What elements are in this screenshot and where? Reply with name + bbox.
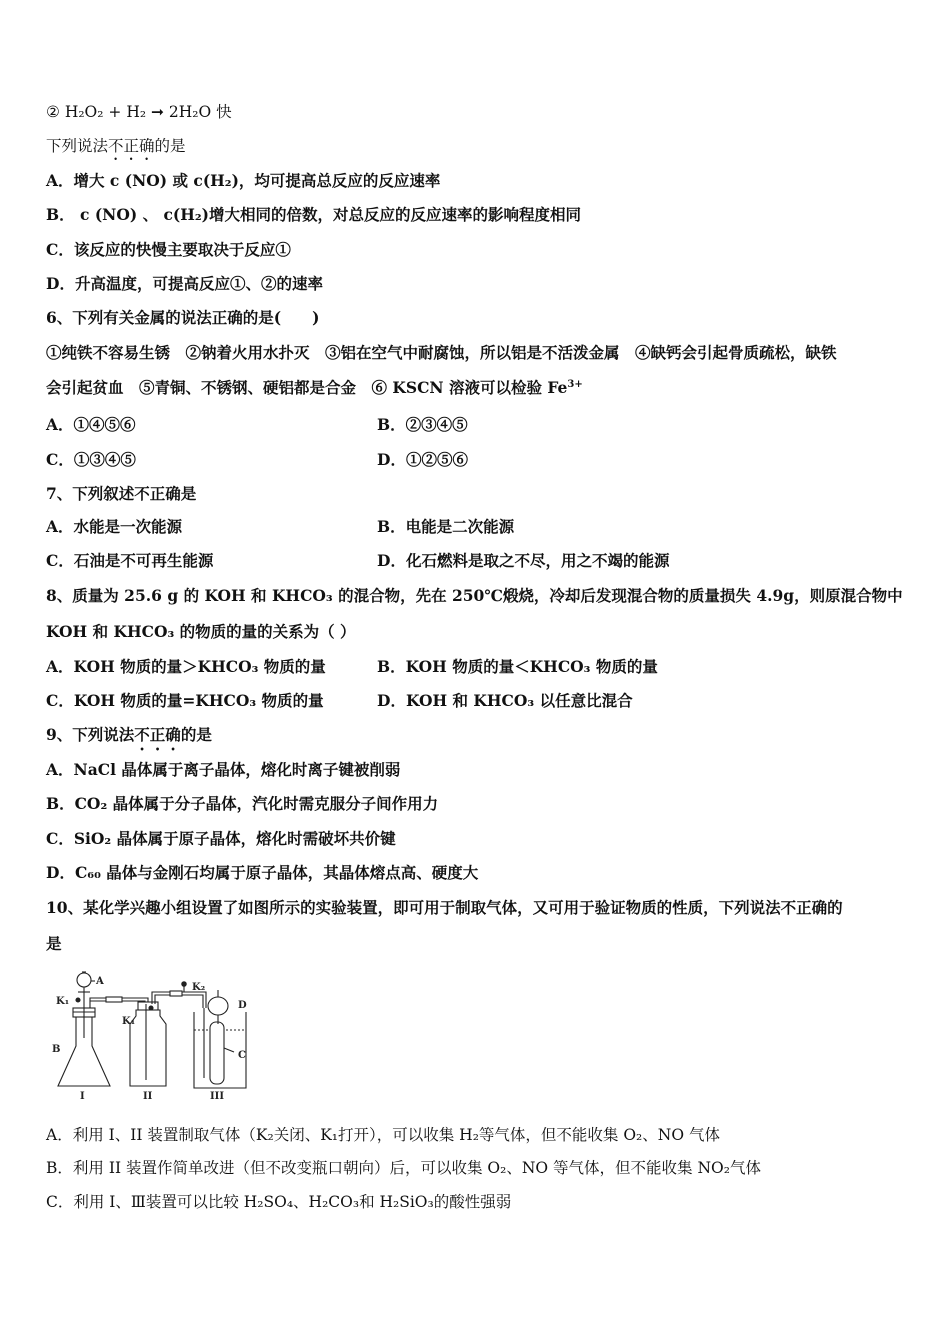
q5-option-b: B． c (NO) 、 c(H₂)增大相同的倍数，对总反应的反应速率的影响程度相同 bbox=[46, 205, 582, 224]
label-ii: II bbox=[143, 1091, 153, 1100]
label-k1-bottle: K₁ bbox=[122, 1016, 136, 1027]
q7-option-d: D．化石燃料是取之不尽，用之不竭的能源 bbox=[377, 551, 670, 570]
q9-option-b: B．CO₂ 晶体属于分子晶体，汽化时需克服分子间作用力 bbox=[46, 794, 439, 813]
q8-option-d: D．KOH 和 KHCO₃ 以任意比混合 bbox=[377, 691, 633, 710]
question-9-title: 9、下列说法不正确的是 bbox=[46, 725, 212, 744]
q6-option-d: D．①②⑤⑥ bbox=[377, 450, 468, 469]
q6-option-b: B．②③④⑤ bbox=[377, 415, 468, 434]
label-k2: K₂ bbox=[192, 982, 206, 993]
question-8-line1: 8、质量为 25.6 g 的 KOH 和 KHCO₃ 的混合物，先在 250℃煅烧，冷却后发现混合物的质量损失 4.9g，则原混合物中 bbox=[46, 586, 903, 605]
q7-option-a: A．水能是一次能源 bbox=[46, 517, 183, 536]
label-iii: III bbox=[210, 1091, 225, 1100]
label-c: C bbox=[238, 1050, 246, 1061]
q10-option-c: C．利用 I、Ⅲ装置可以比较 H₂SO₄、H₂CO₃和 H₂SiO₃的酸性强弱 bbox=[46, 1193, 512, 1211]
reaction-2: ② H₂O₂ + H₂ ➞ 2H₂O 快 bbox=[46, 103, 232, 121]
q5-option-c: C．该反应的快慢主要取决于反应① bbox=[46, 240, 291, 259]
q5-option-d: D．升高温度，可提高反应①、②的速率 bbox=[46, 274, 323, 293]
label-k1-flask: K₁ bbox=[56, 996, 70, 1007]
question-10-line2: 是 bbox=[46, 934, 62, 953]
q8-option-c: C．KOH 物质的量=KHCO₃ 物质的量 bbox=[46, 691, 324, 710]
q6-statements-line2: 会引起贫血 ⑤青铜、不锈钢、硬铝都是合金 ⑥ KSCN 溶液可以检验 $Fe^{3+}$ bbox=[46, 378, 583, 397]
label-a: A bbox=[96, 976, 104, 987]
apparatus-figure bbox=[48, 968, 264, 1100]
q9-option-d: D．C₆₀ 晶体与金刚石均属于原子晶体，其晶体熔点高、硬度大 bbox=[46, 863, 479, 882]
label-d: D bbox=[238, 1000, 247, 1011]
question-5-prompt: 下列说法不正确的是 bbox=[46, 137, 186, 155]
q6-option-c: C．①③④⑤ bbox=[46, 450, 136, 469]
q10-option-b: B．利用 II 装置作简单改进（但不改变瓶口朝向）后，可以收集 O₂、NO 等气体，但不能收集 NO₂气体 bbox=[46, 1159, 761, 1177]
question-8-line2: KOH 和 KHCO₃ 的物质的量的关系为（ ） bbox=[46, 622, 356, 641]
label-b: B bbox=[52, 1044, 61, 1055]
q6-option-a: A．①④⑤⑥ bbox=[46, 415, 136, 434]
q6-statements-line1: ①纯铁不容易生锈 ②钠着火用水扑灭 ③铝在空气中耐腐蚀，所以铝是不活泼金属 ④缺钙会引起骨质疏松，缺铁 bbox=[46, 343, 837, 362]
question-10-line1: 10、某化学兴趣小组设置了如图所示的实验装置，即可用于制取气体，又可用于验证物质的性质，下列说法不正确的 bbox=[46, 898, 843, 917]
q10-option-a: A．利用 I、II 装置制取气体（K₂关闭、K₁打开），可以收集 H₂等气体，但不能收集 O₂、NO 气体 bbox=[46, 1126, 720, 1144]
q8-option-a: A．KOH 物质的量＞KHCO₃ 物质的量 bbox=[46, 657, 326, 676]
q7-option-c: C．石油是不可再生能源 bbox=[46, 551, 214, 570]
label-i: I bbox=[80, 1091, 85, 1100]
q7-option-b: B．电能是二次能源 bbox=[377, 517, 515, 536]
question-7-title: 7、下列叙述不正确是 bbox=[46, 484, 197, 503]
q9-option-c: C．SiO₂ 晶体属于原子晶体，熔化时需破坏共价键 bbox=[46, 829, 396, 848]
q8-option-b: B．KOH 物质的量＜KHCO₃ 物质的量 bbox=[377, 657, 658, 676]
question-6-title: 6、下列有关金属的说法正确的是( ) bbox=[46, 308, 320, 327]
q9-option-a: A．NaCl 晶体属于离子晶体，熔化时离子键被削弱 bbox=[46, 760, 401, 779]
q5-option-a: A．增大 c (NO) 或 c(H₂)，均可提高总反应的反应速率 bbox=[46, 171, 441, 190]
